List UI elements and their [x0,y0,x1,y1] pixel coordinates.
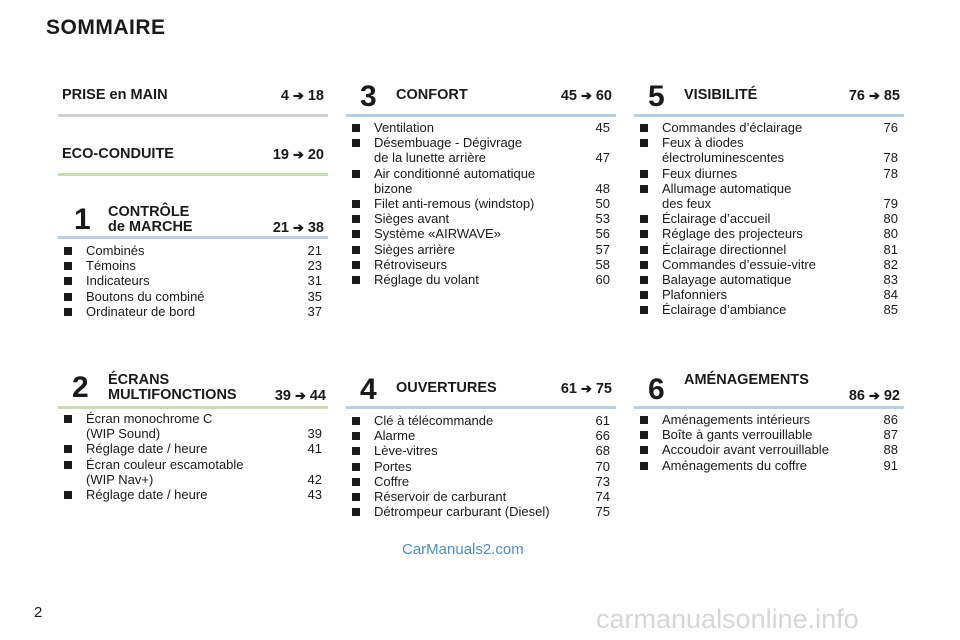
arrow-right-icon: ➔ [292,88,304,103]
item-label: Réglage des projecteurs [662,226,803,242]
item-page: 58 [595,256,610,272]
section-title-line2: de MARCHE [108,219,193,235]
item-page: 81 [883,241,898,257]
section-divider [634,406,904,409]
arrow-right-icon: ➔ [292,147,304,162]
section-item-list [62,243,322,319]
item-page: 68 [595,443,610,459]
list-item[interactable] [62,289,322,304]
item-page: 80 [883,226,898,242]
section-item-list [350,413,610,519]
section-number: 3 [360,80,377,113]
section-title: ECO-CONDUITE [62,146,174,162]
bullet-square-icon [352,417,360,425]
list-item[interactable] [62,273,322,288]
section-divider [58,236,328,239]
list-item[interactable] [62,411,322,441]
item-page: 86 [883,412,898,427]
arrow-right-icon: ➔ [294,388,306,403]
item-page: 78 [883,150,898,166]
list-item[interactable] [638,226,898,241]
list-item[interactable] [638,427,898,442]
page-range [849,388,900,404]
item-label: Portes [374,458,412,474]
item-label: Boutons du combiné [86,288,205,304]
item-label-continued: électroluminescentes [662,150,785,166]
item-label: Accoudoir avant verrouillable [662,442,829,458]
range-from: 61 [560,381,577,397]
bullet-square-icon [352,230,360,238]
item-page: 85 [883,302,898,318]
item-label: Rétroviseurs [374,256,447,272]
item-label: Boîte à gants verrouillable [662,427,813,443]
item-label: Aménagements du coffre [662,457,808,473]
item-page: 47 [595,150,610,166]
bullet-square-icon [352,478,360,486]
page-range [561,88,612,104]
list-item[interactable] [350,226,610,241]
list-item[interactable] [638,166,898,181]
page-number: 2 [34,604,43,621]
bullet-square-icon [640,291,648,299]
bullet-square-icon [352,246,360,254]
list-item[interactable] [638,287,898,302]
list-item[interactable] [62,441,322,456]
range-to: 38 [307,220,324,236]
item-label: Détrompeur carburant (Diesel) [374,504,550,520]
item-page: 87 [883,427,898,443]
bullet-square-icon [352,200,360,208]
bullet-square-icon [64,491,72,499]
item-page: 83 [883,272,898,288]
section-title: OUVERTURES [396,380,497,396]
item-label: Éclairage d’accueil [662,211,771,227]
item-page: 43 [307,487,322,503]
item-label: Aménagements intérieurs [662,412,811,427]
range-to: 92 [883,388,900,404]
section-title: CONFORT [396,87,468,103]
section-title: AMÉNAGEMENTS [684,372,809,388]
item-label: Sièges avant [374,211,450,227]
bullet-square-icon [352,215,360,223]
range-from: 4 [280,88,289,104]
item-label: Ventilation [374,120,434,135]
list-item[interactable] [350,211,610,226]
section-divider [58,406,328,409]
item-label-continued: bizone [374,180,413,196]
item-page: 39 [307,426,322,442]
arrow-right-icon: ➔ [868,88,880,103]
item-page: 57 [595,241,610,257]
watermark-text: carmanualsonline.info [596,604,859,634]
bullet-square-icon [640,306,648,314]
range-from: 45 [560,88,577,104]
item-label: Clé à télécommande [374,413,494,428]
list-item[interactable] [350,443,610,458]
bullet-square-icon [64,262,72,270]
item-label: Sièges arrière [374,241,455,257]
item-page: 37 [307,303,322,319]
item-page: 75 [595,504,610,520]
section-divider [346,114,616,117]
item-page: 73 [595,473,610,489]
item-label: Commandes d’éclairage [662,120,803,135]
list-item[interactable] [350,242,610,257]
list-item[interactable] [350,459,610,474]
item-page: 70 [595,458,610,474]
item-page: 31 [307,273,322,289]
page-range [849,88,900,104]
section-divider [634,114,904,117]
item-label: Témoins [86,258,136,274]
section-header [636,80,904,114]
item-label: Coffre [374,473,410,489]
list-item[interactable] [350,196,610,211]
range-from: 21 [272,220,289,236]
list-item[interactable] [638,302,898,317]
arrow-right-icon: ➔ [580,88,592,103]
bullet-square-icon [640,170,648,178]
range-from: 76 [848,88,865,104]
range-from: 86 [848,388,865,404]
section-number: 5 [648,80,665,113]
page-range [275,388,326,404]
section-title-line1: ÉCRANS [108,372,170,388]
item-label: Balayage automatique [662,272,792,288]
range-from: 19 [272,147,289,163]
range-to: 44 [309,388,326,404]
section-controle-de-marche[interactable] [60,205,328,239]
list-item[interactable] [350,257,610,272]
page-range [273,220,324,236]
item-page: 88 [883,442,898,458]
arrow-right-icon: ➔ [868,388,880,403]
item-label-continued: (WIP Nav+) [86,471,154,487]
watermark-link[interactable]: CarManuals2.com [402,541,524,558]
bullet-square-icon [352,508,360,516]
range-to: 75 [595,381,612,397]
list-item[interactable] [350,166,610,196]
item-page: 79 [883,196,898,212]
page-range [561,381,612,397]
bullet-square-icon [640,124,648,132]
bullet-square-icon [640,139,648,147]
bullet-square-icon [352,139,360,147]
section-number: 2 [72,371,89,404]
list-item[interactable] [638,181,898,211]
bullet-square-icon [64,445,72,453]
list-item[interactable] [350,489,610,504]
list-item[interactable] [638,135,898,165]
bullet-square-icon [352,493,360,501]
bullet-square-icon [640,276,648,284]
item-page: 42 [307,471,322,487]
item-label: Combinés [86,243,145,258]
item-label-continued: (WIP Sound) [86,426,161,442]
section-divider [58,114,328,117]
section-header [348,373,616,407]
range-from: 39 [274,388,291,404]
item-label: Commandes d’essuie-vitre [662,256,816,272]
range-to: 60 [595,88,612,104]
list-item[interactable] [350,504,610,519]
section-ecrans-multifonctions[interactable] [60,373,328,407]
item-label: Réglage date / heure [86,441,208,457]
section-amenagements[interactable] [636,373,904,407]
list-item[interactable] [62,457,322,487]
item-label: Lève-vitres [374,443,438,459]
item-label: Feux diurnes [662,165,738,181]
page-range [281,88,324,104]
bullet-square-icon [64,293,72,301]
bullet-square-icon [640,230,648,238]
bullet-square-icon [64,308,72,316]
bullet-square-icon [640,446,648,454]
bullet-square-icon [640,185,648,193]
list-item[interactable] [638,242,898,257]
item-label: Alarme [374,428,416,444]
item-label: Indicateurs [86,273,150,289]
range-to: 85 [883,88,900,104]
bullet-square-icon [352,432,360,440]
section-item-list [638,412,898,473]
section-number: 1 [74,203,91,236]
section-item-list [62,411,322,502]
bullet-square-icon [352,276,360,284]
bullet-square-icon [640,246,648,254]
page-range [273,147,324,163]
section-header [60,373,328,407]
item-page: 53 [595,211,610,227]
item-page: 76 [883,120,898,135]
item-page: 23 [307,258,322,274]
bullet-square-icon [64,277,72,285]
bullet-square-icon [352,261,360,269]
item-label: Désembuage - Dégivrage [374,135,523,151]
section-title-line2: MULTIFONCTIONS [108,387,237,403]
item-label: Plafonniers [662,287,728,303]
section-title-line1: CONTRÔLE [108,204,190,220]
list-item[interactable] [350,428,610,443]
item-label: Écran couleur escamotable [86,456,244,472]
list-item[interactable] [638,458,898,473]
item-page: 82 [883,256,898,272]
bullet-square-icon [64,415,72,423]
item-label: Allumage automatique [662,180,792,196]
list-item[interactable] [62,487,322,502]
list-item[interactable] [350,135,610,165]
item-page: 74 [595,489,610,505]
item-page: 56 [595,226,610,242]
section-divider [58,173,328,176]
section-number: 4 [360,373,377,406]
item-page: 35 [307,288,322,304]
item-label: Réglage du volant [374,272,479,288]
list-item[interactable] [638,120,898,135]
bullet-square-icon [640,431,648,439]
section-confort[interactable] [348,80,616,114]
item-label-continued: des feux [662,196,712,212]
item-label: Réglage date / heure [86,487,208,503]
list-item[interactable] [350,413,610,428]
bullet-square-icon [640,261,648,269]
item-page: 60 [595,272,610,288]
page-title: SOMMAIRE [46,16,166,39]
list-item[interactable] [638,442,898,457]
bullet-square-icon [352,463,360,471]
section-header [348,80,616,114]
item-page: 91 [883,457,898,473]
item-label: Ordinateur de bord [86,303,196,319]
bullet-square-icon [64,461,72,469]
list-item[interactable] [638,257,898,272]
range-to: 18 [307,88,324,104]
arrow-right-icon: ➔ [580,381,592,396]
item-label: Réservoir de carburant [374,489,507,505]
section-title: VISIBILITÉ [684,87,758,103]
list-item[interactable] [62,258,322,273]
list-item[interactable] [638,412,898,427]
bullet-square-icon [352,170,360,178]
item-page: 21 [307,243,322,258]
bullet-square-icon [640,416,648,424]
item-label: Écran monochrome C [86,411,213,426]
bullet-square-icon [64,247,72,255]
section-visibilite[interactable] [636,80,904,114]
item-page: 84 [883,287,898,303]
item-page: 78 [883,165,898,181]
bullet-square-icon [640,462,648,470]
range-to: 20 [307,147,324,163]
list-item[interactable] [350,474,610,489]
list-item[interactable] [62,243,322,258]
list-item[interactable] [638,272,898,287]
section-ouvertures[interactable] [348,373,616,407]
section-header [636,373,904,407]
section-item-list [638,120,898,318]
item-label-continued: de la lunette arrière [374,150,487,166]
list-item[interactable] [638,211,898,226]
item-label: Air conditionné automatique [374,165,536,181]
item-label: Éclairage directionnel [662,241,787,257]
section-item-list [350,120,610,287]
list-item[interactable] [62,304,322,319]
section-title: PRISE en MAIN [62,87,168,103]
section-number: 6 [648,373,665,406]
bullet-square-icon [352,124,360,132]
item-page: 80 [883,211,898,227]
item-page: 41 [307,441,322,457]
item-page: 61 [595,413,610,428]
list-item[interactable] [350,120,610,135]
arrow-right-icon: ➔ [292,220,304,235]
bullet-square-icon [640,215,648,223]
section-divider [346,406,616,409]
bullet-square-icon [352,447,360,455]
item-label: Filet anti-remous (windstop) [374,196,535,212]
item-label: Éclairage d’ambiance [662,302,787,318]
item-page: 50 [595,196,610,212]
section-header [60,205,328,239]
item-label: Système «AIRWAVE» [374,226,501,242]
item-page: 48 [595,180,610,196]
item-label: Feux à diodes [662,135,744,151]
item-page: 45 [595,120,610,135]
item-page: 66 [595,428,610,444]
list-item[interactable] [350,272,610,287]
